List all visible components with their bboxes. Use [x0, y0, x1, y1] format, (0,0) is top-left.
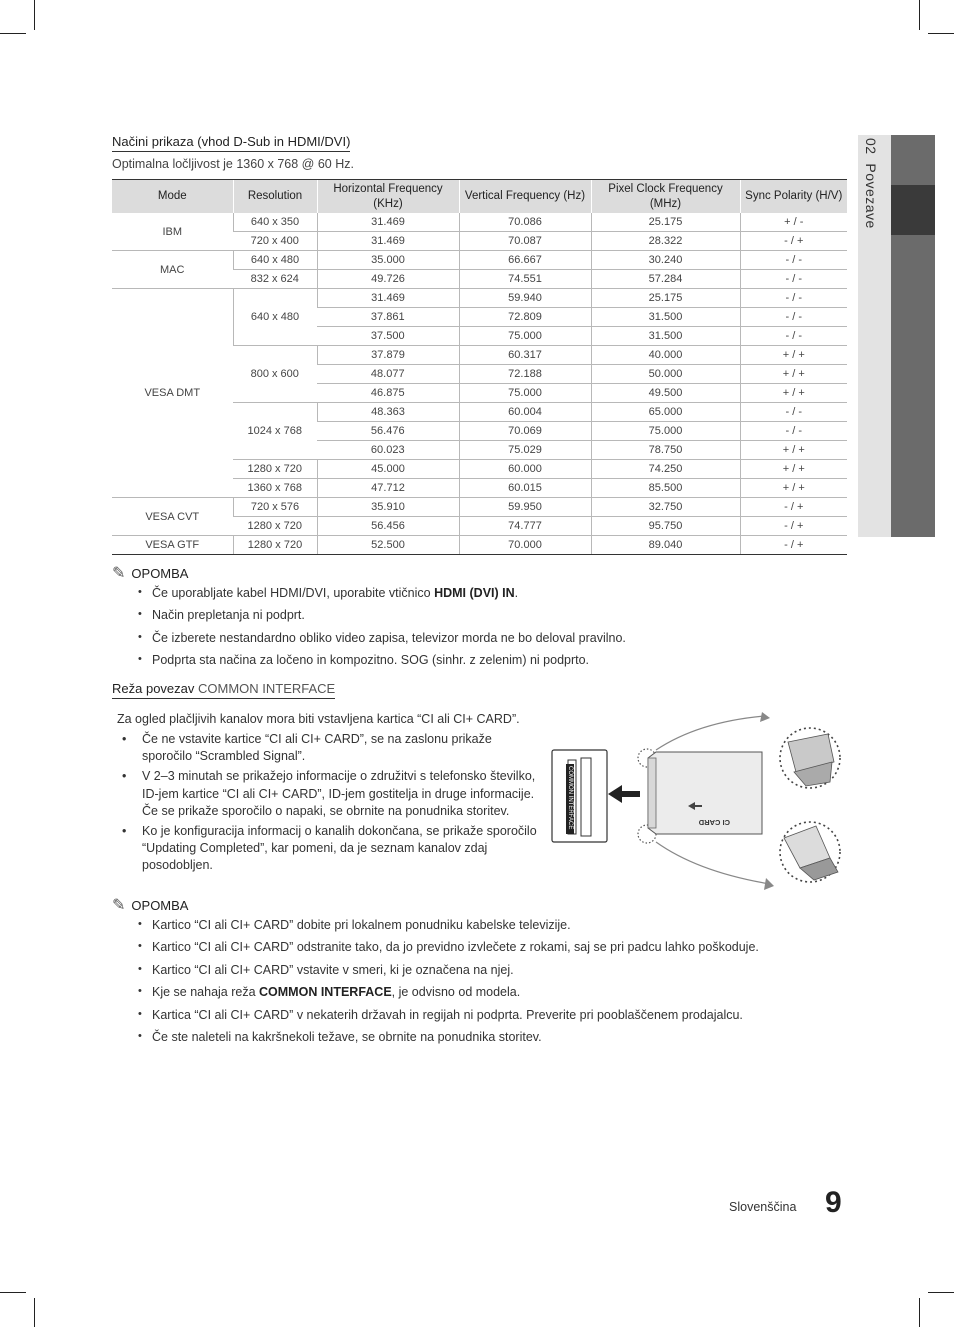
value-cell: + / +: [740, 460, 847, 479]
value-cell: 70.087: [459, 232, 591, 251]
note-list: [138, 914, 858, 1048]
crop-mark: [919, 0, 920, 30]
list-item-text: Kje se nahaja reža: [152, 985, 260, 1000]
value-cell: 70.069: [459, 422, 591, 441]
list-item-text: Kartico “CI ali CI+ CARD” vstavite v smeri, ki je označena na njej.: [152, 962, 514, 977]
value-cell: 60.000: [459, 460, 591, 479]
curved-arrow-icon: [656, 842, 770, 884]
resolution-cell: 1280 x 720: [233, 536, 317, 555]
value-cell: 52.500: [317, 536, 459, 555]
resolution-cell: 800 x 600: [233, 346, 317, 403]
crop-mark: [34, 0, 35, 30]
value-cell: 95.750: [591, 517, 740, 536]
chapter-title: Povezave: [863, 163, 879, 229]
list-item-text: Način prepletanja ni podprt.: [152, 608, 305, 623]
pencil-icon: ✎: [112, 897, 126, 914]
value-cell: 56.476: [317, 422, 459, 441]
crop-mark: [34, 1298, 35, 1327]
value-cell: 40.000: [591, 346, 740, 365]
value-cell: + / -: [740, 213, 847, 232]
value-cell: 28.322: [591, 232, 740, 251]
list-item: [138, 959, 858, 981]
list-item: [138, 936, 858, 958]
crop-mark: [919, 1298, 920, 1327]
ci-card: [648, 752, 762, 834]
mode-cell: IBM: [112, 213, 233, 251]
note-heading: [112, 895, 188, 915]
chapter-tab-active: [891, 185, 935, 235]
list-item: [138, 604, 858, 626]
value-cell: 74.551: [459, 270, 591, 289]
ci-slot: [552, 750, 607, 842]
list-item-text: Če ste naleteli na kakršnekoli težave, se obrnite na ponudnika storitev.: [152, 1029, 542, 1044]
crop-mark: [0, 1292, 26, 1293]
display-modes-title: Načini prikaza (vhod D-Sub in HDMI/DVI): [112, 134, 350, 152]
value-cell: 60.317: [459, 346, 591, 365]
resolution-cell: 1024 x 768: [233, 403, 317, 460]
insert-arrow-icon: [608, 785, 640, 803]
list-item: • V 2–3 minutah se prikažejo informacije o združitvi s telefonsko številko, ID-jem kartice “CI ali CI+ CARD”, ID-jem gostitelja in druge informacije. Če se prikaže sporočilo o napaki, se obrnite na ponudnika storitev.: [120, 768, 540, 820]
pencil-icon: ✎: [112, 565, 126, 582]
list-item: • Ko je konfiguracija informacij o kanalih dokončana, se prikaže sporočilo “Updating Completed”, kar pomeni, da je seznam kanalov zdaj posodobljen.: [120, 823, 540, 875]
ci-list: [120, 731, 540, 878]
list-item-text: Kartica “CI ali CI+ CARD” v nekaterih državah in regijah ni podprta. Preverite pri pooblaščenem prodajalcu.: [152, 1007, 743, 1022]
value-cell: 60.004: [459, 403, 591, 422]
value-cell: 25.175: [591, 289, 740, 308]
footer-language: Slovenščina: [729, 1200, 797, 1214]
resolution-cell: 640 x 480: [233, 289, 317, 346]
value-cell: 59.950: [459, 498, 591, 517]
value-cell: 65.000: [591, 403, 740, 422]
value-cell: - / -: [740, 327, 847, 346]
chapter-tab-strip: [891, 135, 935, 537]
value-cell: + / +: [740, 346, 847, 365]
list-item-text: Kartico “CI ali CI+ CARD” odstranite tako, da jo previdno izvlečete z rokami, saj se pri padcu lahko poškoduje.: [152, 940, 759, 955]
value-cell: - / +: [740, 232, 847, 251]
value-cell: - / -: [740, 422, 847, 441]
mode-cell: VESA CVT: [112, 498, 233, 536]
list-item: [138, 914, 858, 936]
display-modes-table: [112, 179, 847, 555]
list-item: [138, 627, 858, 649]
value-cell: 89.040: [591, 536, 740, 555]
value-cell: 25.175: [591, 213, 740, 232]
curved-arrow-icon: [656, 716, 764, 750]
value-cell: 35.000: [317, 251, 459, 270]
ci-title-accent: COMMON INTERFACE: [198, 681, 336, 696]
note-list: [138, 582, 858, 672]
value-cell: 56.456: [317, 517, 459, 536]
value-cell: 75.000: [591, 422, 740, 441]
resolution-cell: 1280 x 720: [233, 517, 317, 536]
value-cell: 31.500: [591, 308, 740, 327]
value-cell: 59.940: [459, 289, 591, 308]
note-heading: [112, 563, 188, 583]
list-item-text: Če izberete nestandardno obliko video zapisa, televizor morda ne bo deloval pravilno.: [152, 630, 626, 645]
value-cell: 30.240: [591, 251, 740, 270]
table-row: [112, 213, 847, 232]
list-item: [138, 1026, 858, 1048]
value-cell: 74.250: [591, 460, 740, 479]
value-cell: 75.000: [459, 327, 591, 346]
crop-mark: [928, 1292, 954, 1293]
slot-label: COMMON INTERFACE: [567, 766, 573, 830]
mode-cell: VESA GTF: [112, 536, 233, 555]
table-header: Resolution: [233, 180, 317, 214]
list-item-text: Če uporabljate kabel HDMI/DVI, uporabite vtičnico: [152, 586, 435, 600]
table-header: Pixel Clock Frequency (MHz): [591, 180, 740, 214]
value-cell: - / -: [740, 289, 847, 308]
value-cell: - / +: [740, 536, 847, 555]
value-cell: + / +: [740, 441, 847, 460]
value-cell: 31.469: [317, 232, 459, 251]
value-cell: 45.000: [317, 460, 459, 479]
list-item: • Če ne vstavite kartice “CI ali CI+ CARD”, se na zaslonu prikaže sporočilo “Scrambled Signal”.: [120, 731, 540, 765]
card-label: CI CARD: [698, 818, 730, 827]
list-item-text: Kartico “CI ali CI+ CARD” dobite pri lokalnem ponudniku kabelske televizije.: [152, 918, 571, 932]
value-cell: + / +: [740, 365, 847, 384]
list-item-text: Podprta sta načina za ločeno in kompozitno. SOG (sinhr. z zelenim) ni podprto.: [152, 653, 590, 668]
mode-cell: MAC: [112, 251, 233, 289]
resolution-cell: 640 x 350: [233, 213, 317, 232]
table-header: Horizontal Frequency (KHz): [317, 180, 459, 214]
value-cell: - / -: [740, 251, 847, 270]
note-heading-label: OPOMBA: [131, 565, 189, 581]
mode-cell: VESA DMT: [112, 289, 233, 498]
value-cell: 72.188: [459, 365, 591, 384]
table-header: Vertical Frequency (Hz): [459, 180, 591, 214]
value-cell: 50.000: [591, 365, 740, 384]
value-cell: 47.712: [317, 479, 459, 498]
resolution-cell: 720 x 576: [233, 498, 317, 517]
value-cell: 49.500: [591, 384, 740, 403]
resolution-cell: 1360 x 768: [233, 479, 317, 498]
list-item-text: COMMON INTERFACE: [259, 985, 392, 1000]
value-cell: 48.363: [317, 403, 459, 422]
value-cell: 78.750: [591, 441, 740, 460]
value-cell: 35.910: [317, 498, 459, 517]
note-heading-label: OPOMBA: [131, 897, 189, 913]
resolution-cell: 832 x 624: [233, 270, 317, 289]
list-item-text: HDMI (DVI) IN: [434, 586, 515, 600]
value-cell: 49.726: [317, 270, 459, 289]
ci-intro: Za ogled plačljivih kanalov mora biti vstavljena kartica “CI ali CI+ CARD”.: [117, 712, 520, 726]
value-cell: 31.469: [317, 289, 459, 308]
value-cell: 37.500: [317, 327, 459, 346]
table-header: Sync Polarity (H/V): [740, 180, 847, 214]
list-item: [138, 582, 858, 604]
list-item: [138, 1004, 858, 1026]
list-item: [138, 649, 858, 671]
value-cell: 37.861: [317, 308, 459, 327]
value-cell: 74.777: [459, 517, 591, 536]
crop-mark: [928, 33, 954, 34]
resolution-cell: 720 x 400: [233, 232, 317, 251]
value-cell: 85.500: [591, 479, 740, 498]
value-cell: + / +: [740, 479, 847, 498]
value-cell: - / +: [740, 498, 847, 517]
table-row: [112, 498, 847, 517]
chapter-label: [863, 138, 879, 229]
ci-card-illustration: [548, 712, 848, 892]
value-cell: 31.469: [317, 213, 459, 232]
page-number: 9: [825, 1186, 842, 1219]
list-item-text: , je odvisno od modela.: [391, 985, 521, 1000]
resolution-cell: 1280 x 720: [233, 460, 317, 479]
crop-mark: [0, 33, 26, 34]
value-cell: + / +: [740, 384, 847, 403]
table-header: Mode: [112, 180, 233, 214]
list-item-text: .: [514, 586, 519, 600]
value-cell: 60.015: [459, 479, 591, 498]
value-cell: 75.029: [459, 441, 591, 460]
value-cell: 31.500: [591, 327, 740, 346]
value-cell: - / +: [740, 517, 847, 536]
value-cell: - / -: [740, 403, 847, 422]
value-cell: 72.809: [459, 308, 591, 327]
ci-title-text: Reža povezav: [112, 681, 198, 696]
table-row: [112, 536, 847, 555]
display-modes-subtitle: Optimalna ločljivost je 1360 x 768 @ 60 Hz.: [112, 157, 354, 171]
chapter-number: 02: [863, 138, 879, 155]
value-cell: 70.000: [459, 536, 591, 555]
value-cell: - / -: [740, 308, 847, 327]
resolution-cell: 640 x 480: [233, 251, 317, 270]
value-cell: 57.284: [591, 270, 740, 289]
table-row: [112, 251, 847, 270]
value-cell: 32.750: [591, 498, 740, 517]
value-cell: 70.086: [459, 213, 591, 232]
value-cell: 46.875: [317, 384, 459, 403]
value-cell: 75.000: [459, 384, 591, 403]
value-cell: - / -: [740, 270, 847, 289]
ci-section-title: [112, 681, 335, 699]
list-item: [138, 981, 858, 1003]
value-cell: 48.077: [317, 365, 459, 384]
table-row: [112, 289, 847, 308]
value-cell: 37.879: [317, 346, 459, 365]
value-cell: 60.023: [317, 441, 459, 460]
value-cell: 66.667: [459, 251, 591, 270]
